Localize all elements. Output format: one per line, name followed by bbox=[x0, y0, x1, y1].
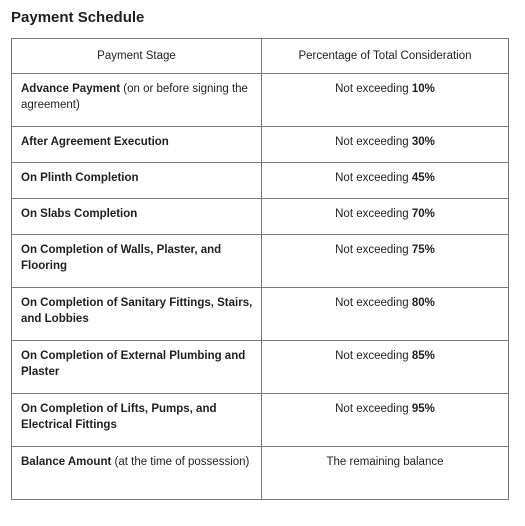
pct-prefix: Not exceeding bbox=[335, 172, 412, 184]
pct-prefix: Not exceeding bbox=[335, 136, 412, 148]
stage-cell bbox=[12, 341, 262, 394]
column-header-stage: Payment Stage bbox=[12, 39, 262, 74]
pct-value: 75% bbox=[411, 244, 435, 256]
pct-value: 80% bbox=[411, 297, 435, 309]
stage-cell bbox=[12, 235, 262, 288]
table-header-row bbox=[12, 39, 509, 74]
pct-value: 10% bbox=[411, 83, 435, 95]
stage-note: (at the time of possession) bbox=[111, 456, 250, 468]
stage-cell bbox=[12, 394, 262, 447]
percentage-cell bbox=[262, 163, 509, 199]
pct-value: 85% bbox=[411, 350, 435, 362]
stage-cell bbox=[12, 74, 262, 127]
stage-bold: Balance Amount bbox=[21, 456, 112, 468]
pct-prefix: Not exceeding bbox=[335, 208, 412, 220]
percentage-cell bbox=[262, 288, 509, 341]
percentage-cell bbox=[262, 341, 509, 394]
stage-cell bbox=[12, 447, 262, 500]
stage-bold: On Completion of Sanitary Fittings, Stairs, and Lobbies bbox=[21, 297, 253, 325]
pct-prefix: Not exceeding bbox=[335, 83, 412, 95]
pct-prefix: Not exceeding bbox=[335, 350, 412, 362]
percentage-cell bbox=[262, 74, 509, 127]
percentage-cell bbox=[262, 127, 509, 163]
table-row bbox=[12, 127, 509, 163]
payment-schedule-table bbox=[11, 38, 509, 500]
stage-cell bbox=[12, 163, 262, 199]
table-row bbox=[12, 394, 509, 447]
percentage-cell bbox=[262, 199, 509, 235]
pct-prefix: Not exceeding bbox=[335, 244, 412, 256]
pct-value: 45% bbox=[411, 172, 435, 184]
stage-cell bbox=[12, 288, 262, 341]
pct-value: 30% bbox=[411, 136, 435, 148]
stage-bold: After Agreement Execution bbox=[21, 136, 169, 148]
percentage-cell bbox=[262, 447, 509, 500]
table-row bbox=[12, 447, 509, 500]
table-row bbox=[12, 74, 509, 127]
stage-bold: On Completion of Lifts, Pumps, and Electrical Fittings bbox=[21, 403, 217, 431]
table-row bbox=[12, 288, 509, 341]
percentage-cell bbox=[262, 235, 509, 288]
pct-text: The remaining balance bbox=[326, 456, 444, 468]
stage-cell bbox=[12, 199, 262, 235]
pct-value: 70% bbox=[411, 208, 435, 220]
pct-prefix: Not exceeding bbox=[335, 403, 412, 415]
table-row bbox=[12, 199, 509, 235]
pct-value: 95% bbox=[411, 403, 435, 415]
stage-bold: On Completion of Walls, Plaster, and Flooring bbox=[21, 244, 222, 272]
percentage-cell bbox=[262, 394, 509, 447]
table-row bbox=[12, 163, 509, 199]
pct-prefix: Not exceeding bbox=[335, 297, 412, 309]
stage-bold: On Slabs Completion bbox=[21, 208, 138, 220]
stage-bold: On Plinth Completion bbox=[21, 172, 139, 184]
stage-bold: Advance Payment bbox=[21, 83, 121, 95]
page-title: Payment Schedule bbox=[11, 9, 145, 26]
stage-cell bbox=[12, 127, 262, 163]
stage-note: (on or before signing the agreement) bbox=[21, 83, 248, 111]
stage-bold: On Completion of External Plumbing and Plaster bbox=[21, 350, 246, 378]
table-row bbox=[12, 341, 509, 394]
table-row bbox=[12, 235, 509, 288]
column-header-percentage: Percentage of Total Consideration bbox=[262, 39, 509, 74]
